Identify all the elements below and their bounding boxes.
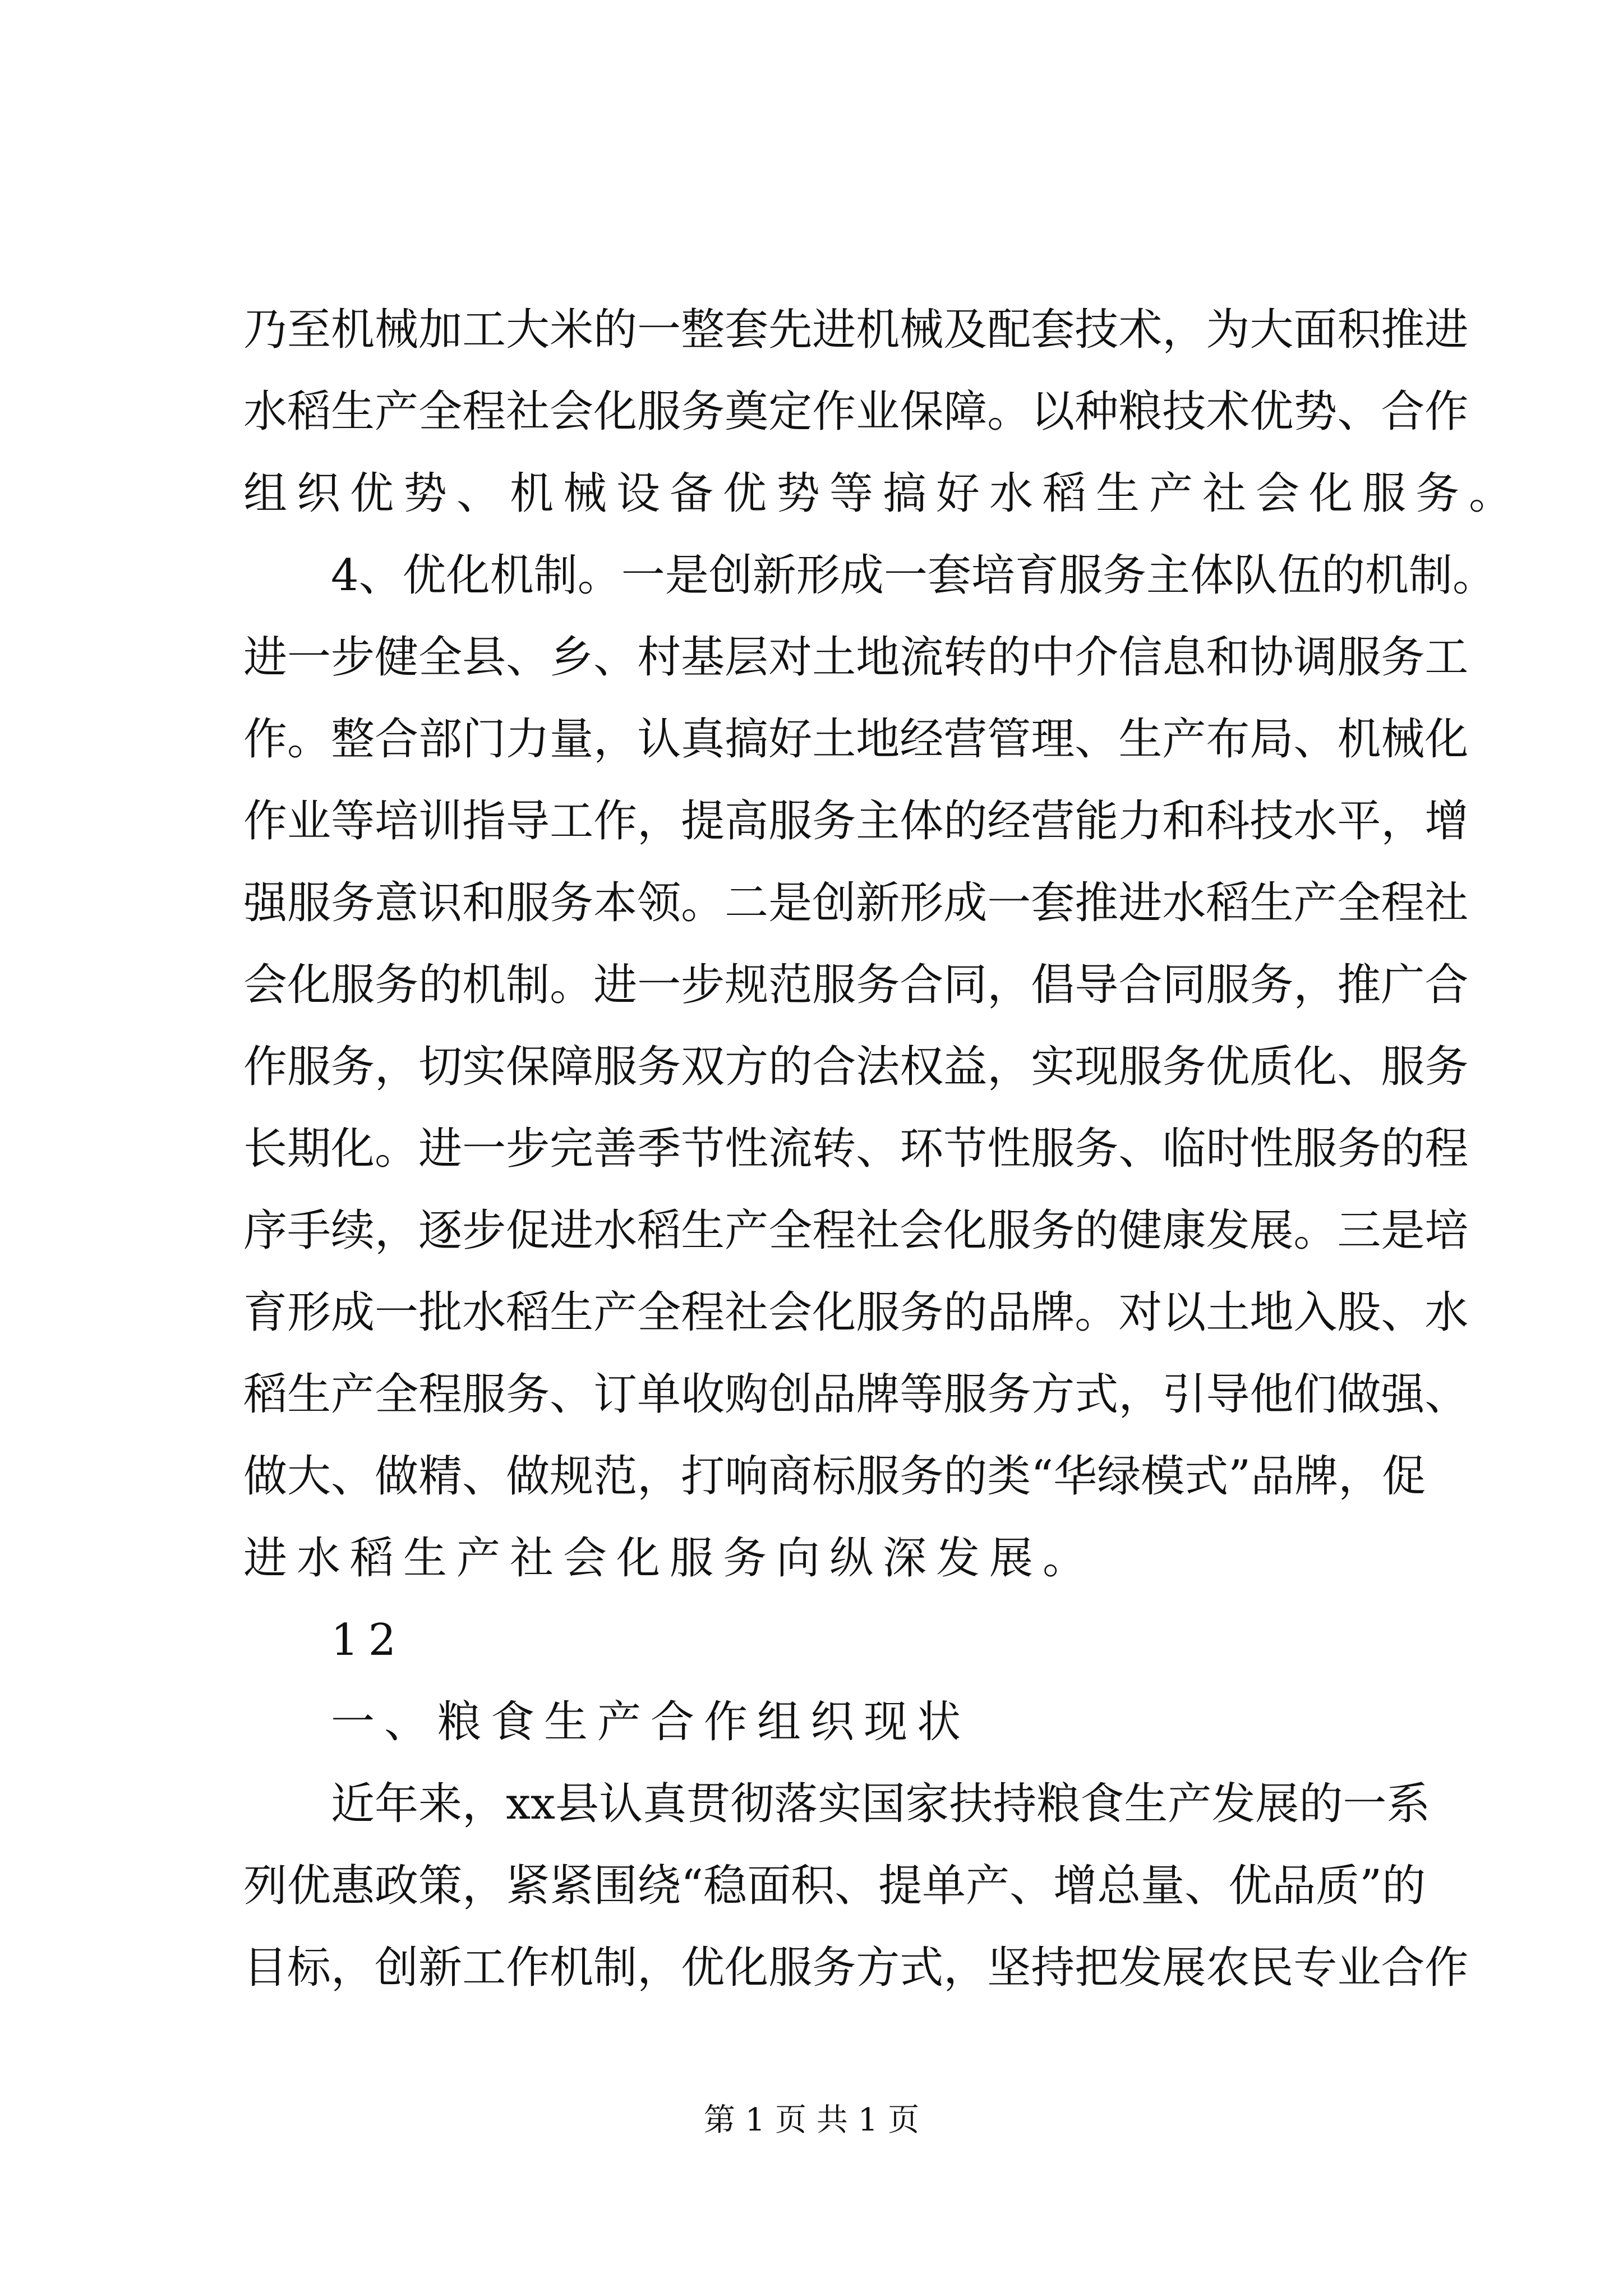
text-line: 12 [331, 1615, 406, 1665]
text-line: 目 标 ， 创 新 工 作 机 制 ， 优 化 服 务 方 式 ， 坚 持 把 发 展 农 民 专 业 合 作 [243, 1943, 1469, 1993]
text-line: 作 服 务 ， 切 实 保 障 服 务 双 方 的 合 法 权 益 ， 实 现 服 务 优 质 化 、 服 务 [243, 1042, 1469, 1092]
text-line: 序 手 续 ， 逐 步 促 进 水 稻 生 产 全 程 社 会 化 服 务 的 健 康 发 展 。 三 是 培 [243, 1205, 1469, 1256]
text-line: 一、粮食生产合作组织现状 [331, 1697, 971, 1747]
text-line: 作 业 等 培 训 指 导 工 作 ， 提 高 服 务 主 体 的 经 营 能 力 和 科 技 水 平 ， 增 [243, 796, 1469, 846]
text-line: 进 一 步 健 全 县 、 乡 、 村 基 层 对 土 地 流 转 的 中 介 信 息 和 协 调 服 务 工 [243, 632, 1469, 683]
page-footer: 第 1 页 共 1 页 [703, 2102, 920, 2138]
text-line: 进水稻生产社会化服务向纵深发展。 [243, 1533, 1096, 1584]
text-line: 强 服 务 意 识 和 服 务 本 领 。 二 是 创 新 形 成 一 套 推 进 水 稻 生 产 全 程 社 [243, 878, 1469, 928]
text-line: 会 化 服 务 的 机 制 。 进 一 步 规 范 服 务 合 同 ， 倡 导 合 同 服 务 ， 推 广 合 [243, 960, 1469, 1010]
text-line: 作 。 整 合 部 门 力 量 ， 认 真 搞 好 土 地 经 营 管 理 、 生 产 布 局 、 机 械 化 [243, 714, 1469, 765]
text-line: 列 优 惠 政 策 ， 紧 紧 围 绕 “ 稳 面 积 、 提 单 产 、 增 总 量 、 优 品 质 ” 的 [243, 1861, 1426, 1911]
text-line: 组织优势、机械设备优势等搞好水稻生产社会化服务。 [243, 468, 1523, 519]
text-line: 稻 生 产 全 程 服 务 、 订 单 收 购 创 品 牌 等 服 务 方 式 ， 引 导 他 们 做 强 、 [243, 1369, 1469, 1420]
text-line: 做 大 、 做 精 、 做 规 范 ， 打 响 商 标 服 务 的 类 “ 华 绿 模 式 ” 品 牌 ， 促 [243, 1451, 1426, 1502]
text-line: 4 、 优 化 机 制 。 一 是 创 新 形 成 一 套 培 育 服 务 主 体 队 伍 的 机 制 。 [331, 550, 1497, 601]
text-line: 近 年 来 ， xx 县 认 真 贯 彻 落 实 国 家 扶 持 粮 食 生 产 发 展 的 一 系 [331, 1779, 1431, 1829]
text-line: 长 期 化 。 进 一 步 完 善 季 节 性 流 转 、 环 节 性 服 务 、 临 时 性 服 务 的 程 [243, 1124, 1469, 1174]
text-line: 水 稻 生 产 全 程 社 会 化 服 务 奠 定 作 业 保 障 。 以 种 粮 技 术 优 势 、 合 作 [243, 386, 1469, 437]
text-line: 育 形 成 一 批 水 稻 生 产 全 程 社 会 化 服 务 的 品 牌 。 对 以 土 地 入 股 、 水 [243, 1287, 1469, 1338]
text-line: 乃 至 机 械 加 工 大 米 的 一 整 套 先 进 机 械 及 配 套 技 术 ， 为 大 面 积 推 进 [243, 305, 1469, 355]
document-body [243, 289, 1523, 2009]
